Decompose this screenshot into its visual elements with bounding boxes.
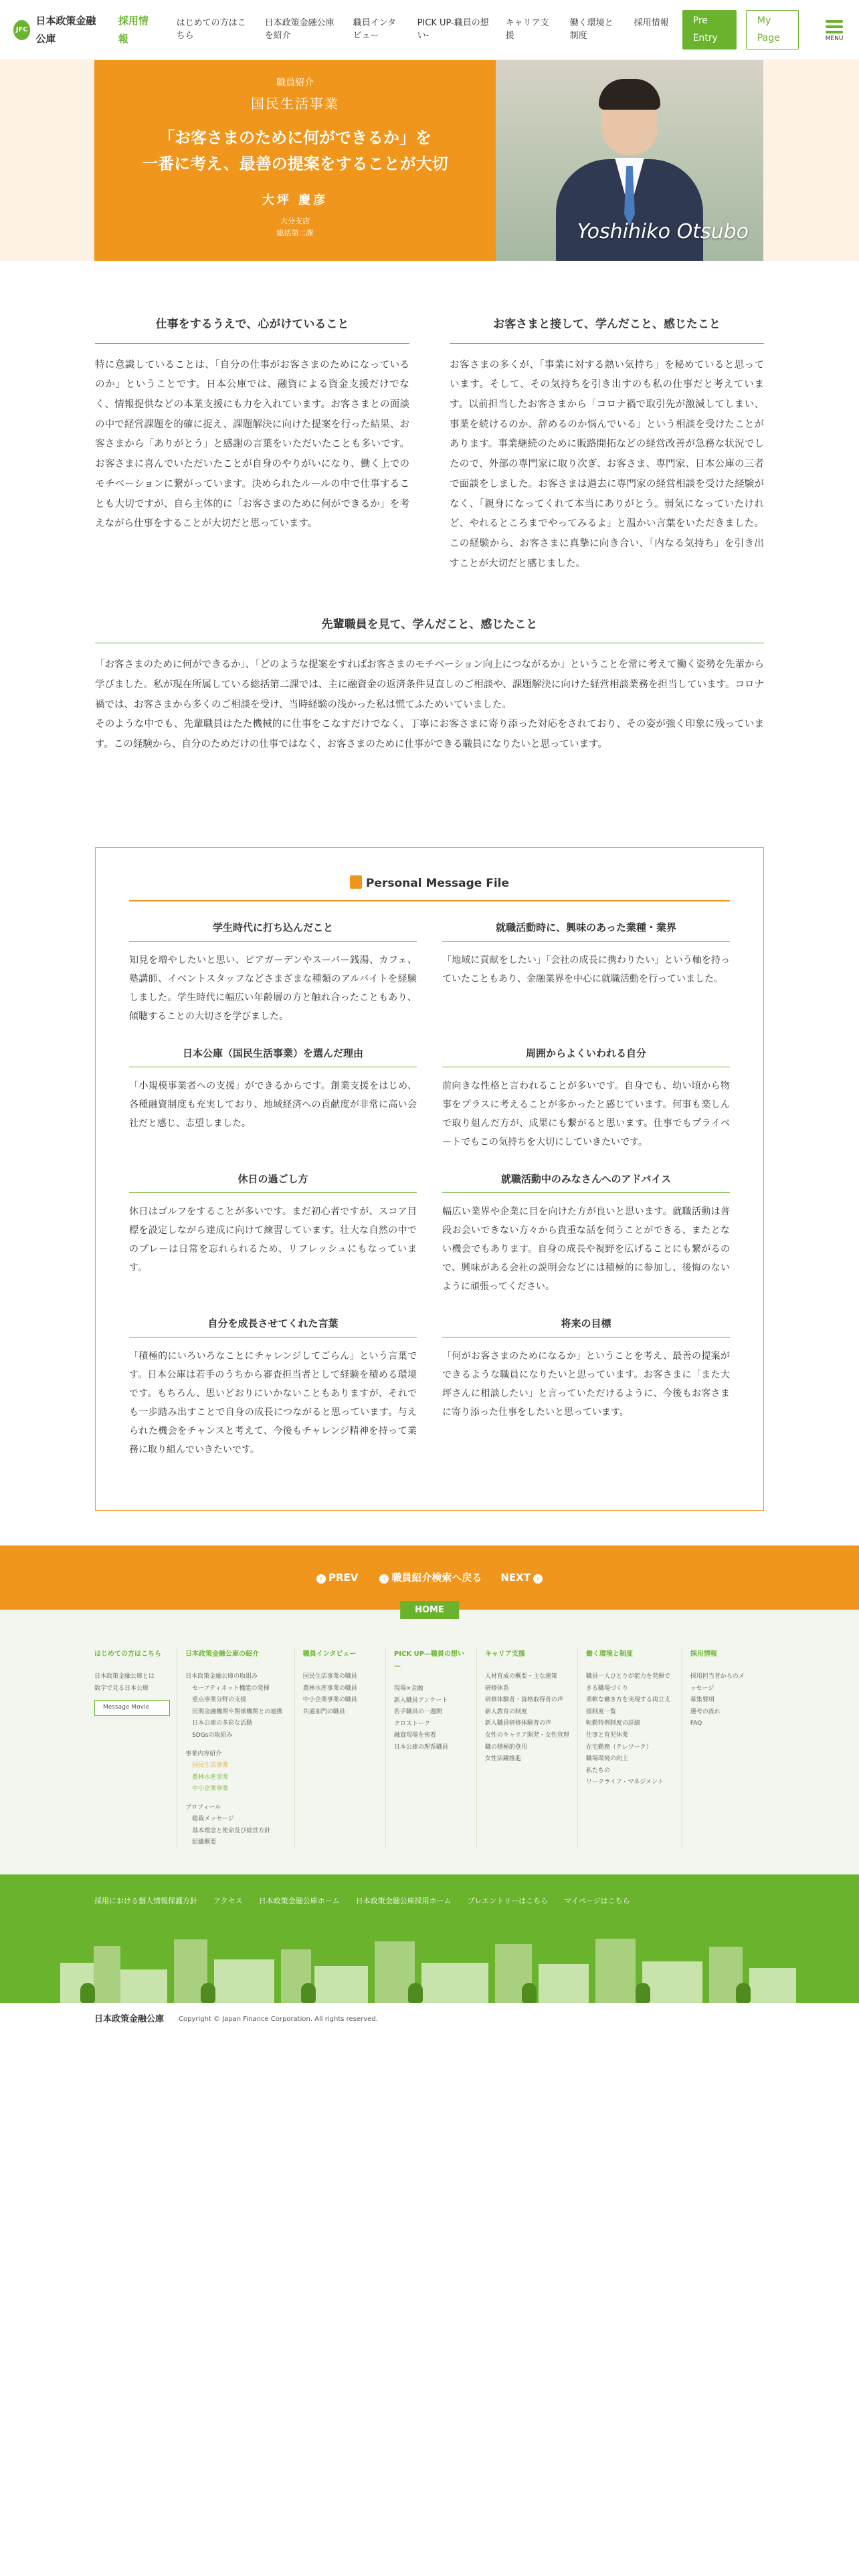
- pm-item-title: 将来の目標: [442, 1315, 730, 1337]
- pm-item: [442, 1315, 730, 1459]
- pm-item-body: 幅広い業界や企業に目を向けた方が良いと思います。就職活動は普段お会いできない方々から貴重な話を伺うことができる、またとない機会でもあります。自身の成長や視野を広げることにも繋がるので、興味がある会社の説明会などには積極的に参加し、後悔のないように頑張ってください。: [442, 1206, 730, 1293]
- footer-link-home[interactable]: 日本政策金融公庫ホーム: [258, 1896, 340, 1905]
- footer-link-pre-entry[interactable]: プレエントリーはこちら: [467, 1896, 549, 1905]
- footer-link-privacy[interactable]: 採用における個人情報保護方針: [94, 1896, 197, 1905]
- sitemap-link[interactable]: 中小企業事業の職員: [302, 1697, 357, 1704]
- pm-item-title: 自分を成長させてくれた言葉: [129, 1315, 417, 1337]
- footer-org-name: 日本政策金融公庫: [94, 2014, 165, 2025]
- nav-recruit[interactable]: 採用情報: [634, 17, 669, 28]
- sitemap-link[interactable]: ワークライフ・マネジメント: [585, 1779, 664, 1786]
- prev-link[interactable]: ‹ PREV: [314, 1569, 358, 1587]
- sitemap-link[interactable]: 新人教育の制度: [484, 1708, 527, 1715]
- copyright-bar: [0, 2003, 859, 2036]
- sitemap-link-current[interactable]: 国民生活事業: [192, 1762, 229, 1769]
- sitemap: [0, 1610, 859, 1874]
- employee-affiliation: [94, 215, 496, 239]
- footer-links: [0, 1874, 859, 1908]
- logo-text: 日本政策金融公庫: [35, 14, 96, 45]
- sitemap-link[interactable]: FAQ: [690, 1720, 702, 1727]
- footer-link-access[interactable]: アクセス: [213, 1896, 243, 1905]
- pm-item-title: 就職活動時に、興味のあった業種・業界: [442, 919, 730, 942]
- sitemap-heading[interactable]: 採用情報: [690, 1650, 717, 1658]
- section-body: お客さまの多くが、「事業に対する熱い気持ち」を秘めていると思っています。そして、その気持ちを引き出すのも私の仕事だと考えています。以前担当したお客さまから「コロナ禍で取引先が激減してしまい、事業を続けるのか、辞めるのか悩んでいる」という相談を受けたことがあります。事業継続のために販路開拓などの経営改善が急務な状況でしたので、外部の専門家に取り次ぎ、お客さま、専門家、日本公庫の三者で面談をしました。お客さまは過去に専門家の経営相談を受けた経験がなく、「親身になってくれて本当にありがとう。弱気になっていたけれど、やれるところまでやってみるよ」と温かい言葉をいただきました。この経験から、お客さまに真摯に向き合い、「内なる気持ち」を引き出すことが大切だと感じました。: [450, 359, 764, 569]
- sitemap-col: [690, 1648, 757, 1849]
- sitemap-group-label: プロフィール: [185, 1804, 221, 1811]
- sitemap-link[interactable]: 若手職員の一週間: [393, 1709, 442, 1716]
- sitemap-heading[interactable]: 職員インタビュー: [302, 1650, 357, 1658]
- sitemap-link[interactable]: 採用担当者からのメッセージ: [690, 1673, 745, 1692]
- sitemap-link[interactable]: 日本政策金融公庫とは: [94, 1673, 155, 1681]
- sitemap-link[interactable]: 民間金融機関や関係機関との連携: [192, 1708, 283, 1715]
- sitemap-link[interactable]: 総裁メッセージ: [192, 1816, 234, 1823]
- pm-item: [129, 1315, 417, 1459]
- message-movie-button[interactable]: Message Movie: [94, 1700, 170, 1716]
- sitemap-link[interactable]: 研修体系: [484, 1685, 509, 1692]
- sitemap-link[interactable]: 研修体験者・資格取得者の声: [484, 1697, 563, 1704]
- sitemap-col: [185, 1648, 295, 1849]
- footer-link-recruit-home[interactable]: 日本政策金融公庫採用ホーム: [355, 1896, 452, 1905]
- pm-item: [442, 1045, 730, 1152]
- sitemap-link[interactable]: 日本政策金融公庫の取組み: [185, 1673, 258, 1681]
- nav-career[interactable]: キャリア支援: [505, 17, 549, 41]
- sitemap-link[interactable]: 農林水産事業の職員: [302, 1685, 357, 1692]
- section-seniors: [95, 615, 764, 755]
- nav-introduction[interactable]: 日本政策金融公庫を紹介: [264, 17, 335, 41]
- sitemap-link[interactable]: 国民生活事業の職員: [302, 1673, 357, 1681]
- pm-item-body: 知見を増やしたいと思い、ピアガーデンやスーパー銭湯、カフェ、塾講師、イベントスタッフなどさまざまな種類のアルバイトを経験しました。学生時代に幅広い年齢層の方と触れ合ったこともあり、傾聴することの大切さを学びました。: [129, 955, 417, 1023]
- sitemap-link[interactable]: 女性活躍推進: [484, 1755, 521, 1763]
- site-logo[interactable]: [13, 12, 153, 48]
- sitemap-col: [94, 1648, 177, 1849]
- hamburger-icon: [826, 20, 843, 23]
- section-title: 先輩職員を見て、学んだこと、感じたこと: [95, 615, 764, 644]
- menu-label: MENU: [825, 35, 844, 42]
- sitemap-link[interactable]: 農林水産事業: [192, 1774, 229, 1781]
- page-bottom-space: [0, 2036, 859, 2484]
- pm-item-body: 前向きな性格と言われることが多いです。自身でも、幼い頃から物事をプラスに考えることが多かったと感じています。何事も楽しんで取り組んだ方が、成果にも繋がると思います。仕事でもプライベートでもこの気持ちを大切にしていきたいです。: [442, 1081, 730, 1148]
- footer-band: [0, 1874, 859, 2003]
- sitemap-heading[interactable]: キャリア支援: [484, 1650, 525, 1658]
- pager: [0, 1545, 859, 1615]
- hero-label: 職員紹介: [276, 78, 314, 88]
- footer-link-mypage[interactable]: マイページはこちら: [564, 1896, 630, 1905]
- nav-first-visit[interactable]: はじめての方はこちら: [176, 17, 246, 41]
- sitemap-col: [394, 1648, 477, 1849]
- chevron-right-icon: ›: [533, 1574, 543, 1584]
- sitemap-link[interactable]: 融資現場を密着: [393, 1732, 436, 1739]
- sitemap-link[interactable]: 日本公庫の多彩な活動: [192, 1720, 253, 1727]
- site-header: [0, 0, 859, 60]
- section-customers: [450, 314, 764, 574]
- pm-title-text: Personal Message File: [365, 876, 510, 890]
- pm-item-body: 休日はゴルフをすることが多いです。まだ初心者ですが、スコア目標を設定しながら達成に向けて練習しています。壮大な自然の中でのプレーは日常を忘れられるため、リフレッシュにもなっています。: [129, 1206, 417, 1274]
- pm-item-body: 「小規模事業者への支援」ができるからです。創業支援をはじめ、各種融資制度も充実しており、地域経済への貢献度が非常に高い会社だと感じ、志望しました。: [129, 1081, 417, 1130]
- sitemap-link[interactable]: クロストーク: [393, 1720, 430, 1727]
- sitemap-col: [303, 1648, 386, 1849]
- sitemap-link[interactable]: 人材育成の概要・主な施策: [484, 1673, 557, 1681]
- cityscape-illustration: [60, 1936, 796, 2003]
- section-title: 仕事をするうえで、心がけていること: [95, 314, 409, 344]
- sitemap-col: [586, 1648, 682, 1849]
- pm-item-body: 「積極的にいろいろなことにチャレンジしてごらん」という言葉です。日本公庫は若手のうちから審査担当者として経験を積める環境です。もちろん、思いどおりにいかないこともありますが、それでも一歩踏み出すことで自身の成長につながると思っています。与えられた機会をチャンスと考えて、今後もチャレンジ精神を持って業務に取り組んでいきたいです。: [129, 1351, 417, 1456]
- sitemap-link[interactable]: 数字で見る日本公庫: [94, 1685, 149, 1692]
- pm-item-title: 日本公庫（国民生活事業）を選んだ理由: [129, 1045, 417, 1067]
- employee-photo: [496, 60, 763, 261]
- home-button[interactable]: HOME: [400, 1601, 459, 1619]
- my-page-button[interactable]: My Page: [746, 10, 799, 49]
- sitemap-link[interactable]: 職員一人ひとりが能力を発揮できる職場づくり: [585, 1673, 670, 1692]
- back-to-search-link[interactable]: ‹ 職員紹介検索へ戻る: [377, 1569, 482, 1587]
- employee-branch: 大分支店: [280, 217, 310, 226]
- sitemap-link[interactable]: 基本理念と使命及び経営方針: [192, 1827, 271, 1834]
- pm-item-title: 周囲からよくいわれる自分: [442, 1045, 730, 1067]
- hero-title-line2: 一番に考え、最善の提案をすることが大切: [142, 154, 448, 173]
- sitemap-link[interactable]: 転勤特例制度の詳細: [585, 1720, 640, 1727]
- nav-interview[interactable]: 職員インタビュー: [353, 17, 397, 41]
- hero: [0, 60, 859, 261]
- employee-section: 総括第二課: [276, 228, 314, 237]
- sitemap-heading[interactable]: PICK UP—職員の想い—: [393, 1650, 464, 1671]
- sitemap-link[interactable]: 柔軟な働き方を実現する両立支援制度一覧: [585, 1697, 670, 1715]
- sitemap-link[interactable]: 新入職員アンケート: [393, 1697, 448, 1704]
- sitemap-link[interactable]: セーフティネット機能の発揮: [192, 1685, 270, 1692]
- hero-title-line1: 「お客さまのために何ができるか」を: [159, 128, 432, 148]
- sitemap-link[interactable]: 中小企業事業: [192, 1786, 229, 1793]
- header-buttons: [682, 10, 846, 49]
- section-body-1: 「お客さまのために何ができるか」、「どのような提案をすればお客さまのモチベーション向上につながるか」ということを常に考えて働く姿勢を先輩から学びました。私が現在所属している総括第二課では、主に融資金の返済条件見直しのご相談や、課題解決に向けた経営相談業務を担当しています。コロナ禍では、お客さまから多くのご相談を受け、当時経験の浅かった私は慌てふためいていました。: [95, 659, 764, 710]
- menu-button[interactable]: [823, 17, 846, 42]
- logo-mark-icon: JFC: [13, 20, 30, 40]
- employee-name: 大坪 慶彦: [262, 193, 328, 207]
- sitemap-heading[interactable]: はじめての方はこちら: [94, 1650, 161, 1658]
- pm-item: [442, 919, 730, 1026]
- signature: Yoshihiko Otsubo: [577, 220, 749, 243]
- sitemap-link[interactable]: 共通部門の職員: [302, 1708, 345, 1715]
- sitemap-link[interactable]: 仕事と育児休業: [585, 1732, 628, 1739]
- pm-item: [129, 1045, 417, 1152]
- sitemap-link[interactable]: SDGsの取組み: [192, 1732, 233, 1739]
- file-icon: [350, 875, 362, 889]
- pm-item: [129, 1170, 417, 1296]
- interview-content: [95, 314, 764, 755]
- sitemap-heading[interactable]: 働く環境と制度: [585, 1650, 633, 1658]
- pm-item-body: 「地域に貢献をしたい」「会社の成長に携わりたい」という軸を持っていたこともあり、金融業界を中心に就職活動を行っていました。: [442, 955, 730, 985]
- sitemap-link[interactable]: 在宅勤務（テレワーク）: [585, 1743, 652, 1751]
- pre-entry-button[interactable]: Pre Entry: [682, 10, 737, 49]
- sitemap-heading[interactable]: 日本政策金融公庫の紹介: [185, 1650, 260, 1658]
- sitemap-link[interactable]: 現場×金融: [393, 1685, 423, 1693]
- sitemap-link[interactable]: 選考の流れ: [690, 1708, 721, 1715]
- personal-message-file: [95, 847, 764, 1511]
- sitemap-link[interactable]: 募集要項: [690, 1697, 714, 1704]
- sitemap-link[interactable]: 職場環境の向上: [585, 1755, 628, 1763]
- section-title: お客さまと接して、学んだこと、感じたこと: [450, 314, 764, 344]
- hero-title: [94, 125, 496, 177]
- sitemap-link[interactable]: 重点事業分野の支援: [192, 1697, 247, 1704]
- sitemap-link[interactable]: 日本公庫の理系職員: [393, 1744, 448, 1751]
- section-body-2: そのような中でも、先輩職員はたた機械的に仕事をこなすだけでなく、丁寧にお客さまに寄り添った対応をされており、その姿が強く印象に残っています。この経験から、自分のためだけの仕事ではなく、お客さまのために仕事ができる職員になりたいと思っています。: [95, 719, 764, 750]
- nav-environment[interactable]: 働く環境と制度: [569, 17, 613, 41]
- pm-item: [442, 1170, 730, 1296]
- hero-text-panel: [94, 60, 496, 261]
- sitemap-group-label: 事業内容紹介: [185, 1750, 222, 1757]
- copyright-text: Copyright © Japan Finance Corporation. All rights reserved.: [179, 2015, 378, 2023]
- pm-item-body: 「何がお客さまのためになるか」ということを考え、最善の提案ができるような職員になりたいと思っています。お客さまに「また大坪さんに相談したい」と言っていただけるように、今後もお客さまに寄り添った仕事をしたいと思っています。: [442, 1351, 730, 1418]
- sitemap-link[interactable]: 女性のキャリア開発・女性管理職の積極的登用: [484, 1732, 569, 1751]
- chevron-left-icon: ‹: [379, 1574, 389, 1584]
- pm-title: [129, 873, 730, 902]
- pm-item: [129, 919, 417, 1026]
- logo-subtitle: 採用情報: [118, 14, 149, 45]
- section-mindset: [95, 314, 409, 574]
- section-body: 特に意識していることは、「自分の仕事がお客さまのためになっているのか」ということです。日本公庫では、融資による資金支援だけでなく、情報提供などの本業支援にも力を入れています。お客さまとの面談の中で経営課題を的確に捉え、課題解決に向けた提案を行った結果、お客さまから「ありがとう」と感謝の言葉をいただいたことも多いです。お客さまに喜んでいただいたことが自身のやりがいになり、働く上でのモチベーションに繋がっています。決められたルールの中で仕事することも大切ですが、自ら主体的に「お客さまのために何ができるか」を考えながら仕事をすることが大切だと思っています。: [95, 359, 409, 530]
- sitemap-col: [485, 1648, 578, 1849]
- next-link[interactable]: NEXT ›: [500, 1569, 545, 1587]
- global-nav: [177, 17, 682, 43]
- sitemap-link[interactable]: 新人職員研修体験者の声: [484, 1720, 551, 1727]
- nav-pickup[interactable]: PICK UP-職員の想い-: [417, 17, 489, 41]
- sitemap-link[interactable]: 私たちの: [585, 1767, 610, 1774]
- pm-item-title: 休日の過ごし方: [129, 1170, 417, 1193]
- pm-item-title: 就職活動中のみなさんへのアドバイス: [442, 1170, 730, 1193]
- hero-department: 国民生活事業: [251, 96, 339, 112]
- sitemap-link[interactable]: 組織概要: [192, 1839, 217, 1846]
- chevron-left-icon: ‹: [316, 1574, 326, 1584]
- pm-item-title: 学生時代に打ち込んだこと: [129, 919, 417, 942]
